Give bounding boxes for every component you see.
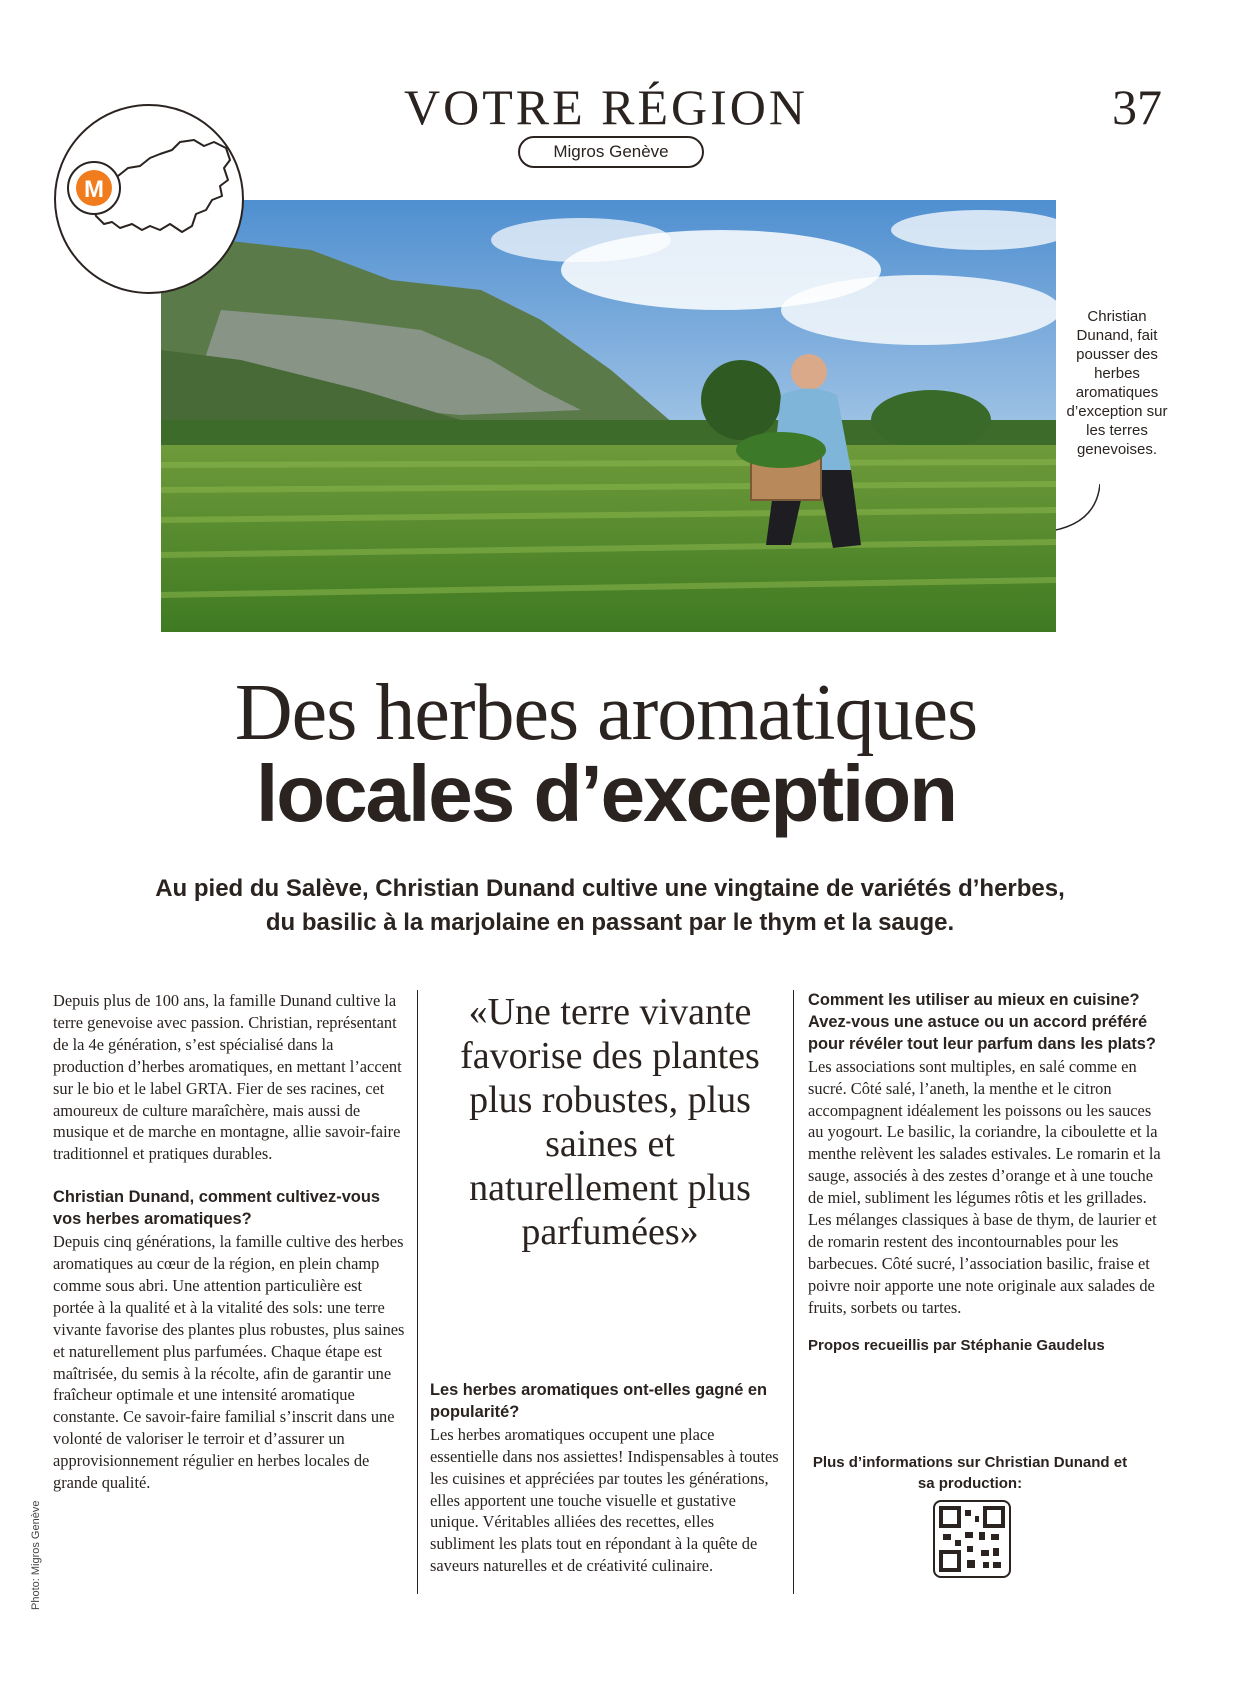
column-2 [430, 1380, 780, 1577]
column-3 [808, 990, 1162, 1357]
section-title: VOTRE RÉGION [403, 79, 809, 135]
question-1: Christian Dunand, comment cultivez-vous vos herbes aromatiques? [53, 1188, 380, 1229]
headline-line-2: locales d’exception [255, 749, 957, 838]
switzerland-map-icon [54, 104, 244, 294]
photo-credit-text: Photo: Migros Genève [30, 1500, 42, 1610]
lead-paragraph: Au pied du Salève, Christian Dunand cultive une vingtaine de variétés d’herbes, du basilic à la marjolaine en passant par le thym et la sauge. [155, 875, 1065, 936]
migros-logo-letter: M [84, 176, 104, 203]
question-2: Les herbes aromatiques ont-elles gagné en popularité? [430, 1381, 768, 1421]
qr-code[interactable] [933, 1500, 1011, 1578]
photo-credit [30, 1490, 44, 1610]
column-divider [793, 990, 794, 1594]
answer-3: Les associations sont multiples, en salé comme en sucré. Côté salé, l’aneth, la menthe et le citron accompagnent idéalement les poissons ou les sauces au yogourt. Le basilic, la coriandre, la ciboulette et la menthe relèvent les salades estivales. Le romarin et la sauge, associés à des zestes d’orange et à une touche de miel, subliment les légumes rôtis et les grillades. Les mélanges classiques à base de thym, de laurier et de romarin restent des incontournables pour les barbecues. Côté sucré, l’association basilic, fraise et poivre noir apporte une note originale aux salades de fruits, sorbets ou tartes. [808, 1056, 1161, 1317]
more-info: Plus d’informations sur Christian Dunand et sa production: [812, 1454, 1128, 1492]
pull-quote: «Une terre vivante favorise des plantes plus robustes, plus saines et naturellement plus parfumées» [460, 991, 760, 1253]
column-divider [417, 990, 418, 1594]
page-number: 37 [1112, 79, 1162, 135]
photo-caption: Christian Dunand, fait pousser des herbes aromatiques d’exception sur les terres genevoises. [1066, 308, 1168, 458]
region-pill: Migros Genève [518, 136, 704, 168]
answer-1: Depuis cinq générations, la famille cultive des herbes aromatiques au cœur de la région, en plein champ comme sous abri. Une attention particulière est portée à la qualité et à la vitalité des sols: une terre vivante favorise des plantes plus robustes, plus saines et naturellement plus parfumées. Chaque étape est maîtrisée, du semis à la récolte, afin de garantir une fraîcheur optimale et une intensité aromatique constante. Ce savoir-faire familial s’inscrit dans une volonté de valoriser le terroir et d’assurer un approvisionnement régulier en herbes locales de grande qualité. [53, 1232, 405, 1493]
question-3: Comment les utiliser au mieux en cuisine? Avez-vous une astuce ou un accord préféré pour révéler tout leur parfum dans les plats? [808, 991, 1156, 1053]
column-1 [53, 990, 405, 1494]
headline-line-1: Des herbes aromatiques [234, 669, 978, 757]
hero-photo [161, 200, 1056, 632]
byline: Propos recueillis par Stéphanie Gaudelus [808, 1336, 1105, 1354]
answer-2: Les herbes aromatiques occupent une place essentielle dans nos assiettes! Indispensables à toutes les cuisines et appréciées par toutes les générations, elles apportent une touche visuelle et gustative unique. Véritables alliées des recettes, elles subliment les plats tout en répondant à la quête de saveurs naturelles et de créativité culinaire. [430, 1424, 779, 1576]
intro-paragraph: Depuis plus de 100 ans, la famille Dunand cultive la terre genevoise avec passion. Christian, représentant de la 4e génération, s’est spécialisé dans la production d’herbes aromatiques, en mettant l’accent sur le bio et le label GRTA. Fier de ses racines, cet amoureux de culture maraîchère, mais aussi de musique et de marche en montagne, allie savoir-faire traditionnel et pratiques durables. [53, 991, 402, 1164]
